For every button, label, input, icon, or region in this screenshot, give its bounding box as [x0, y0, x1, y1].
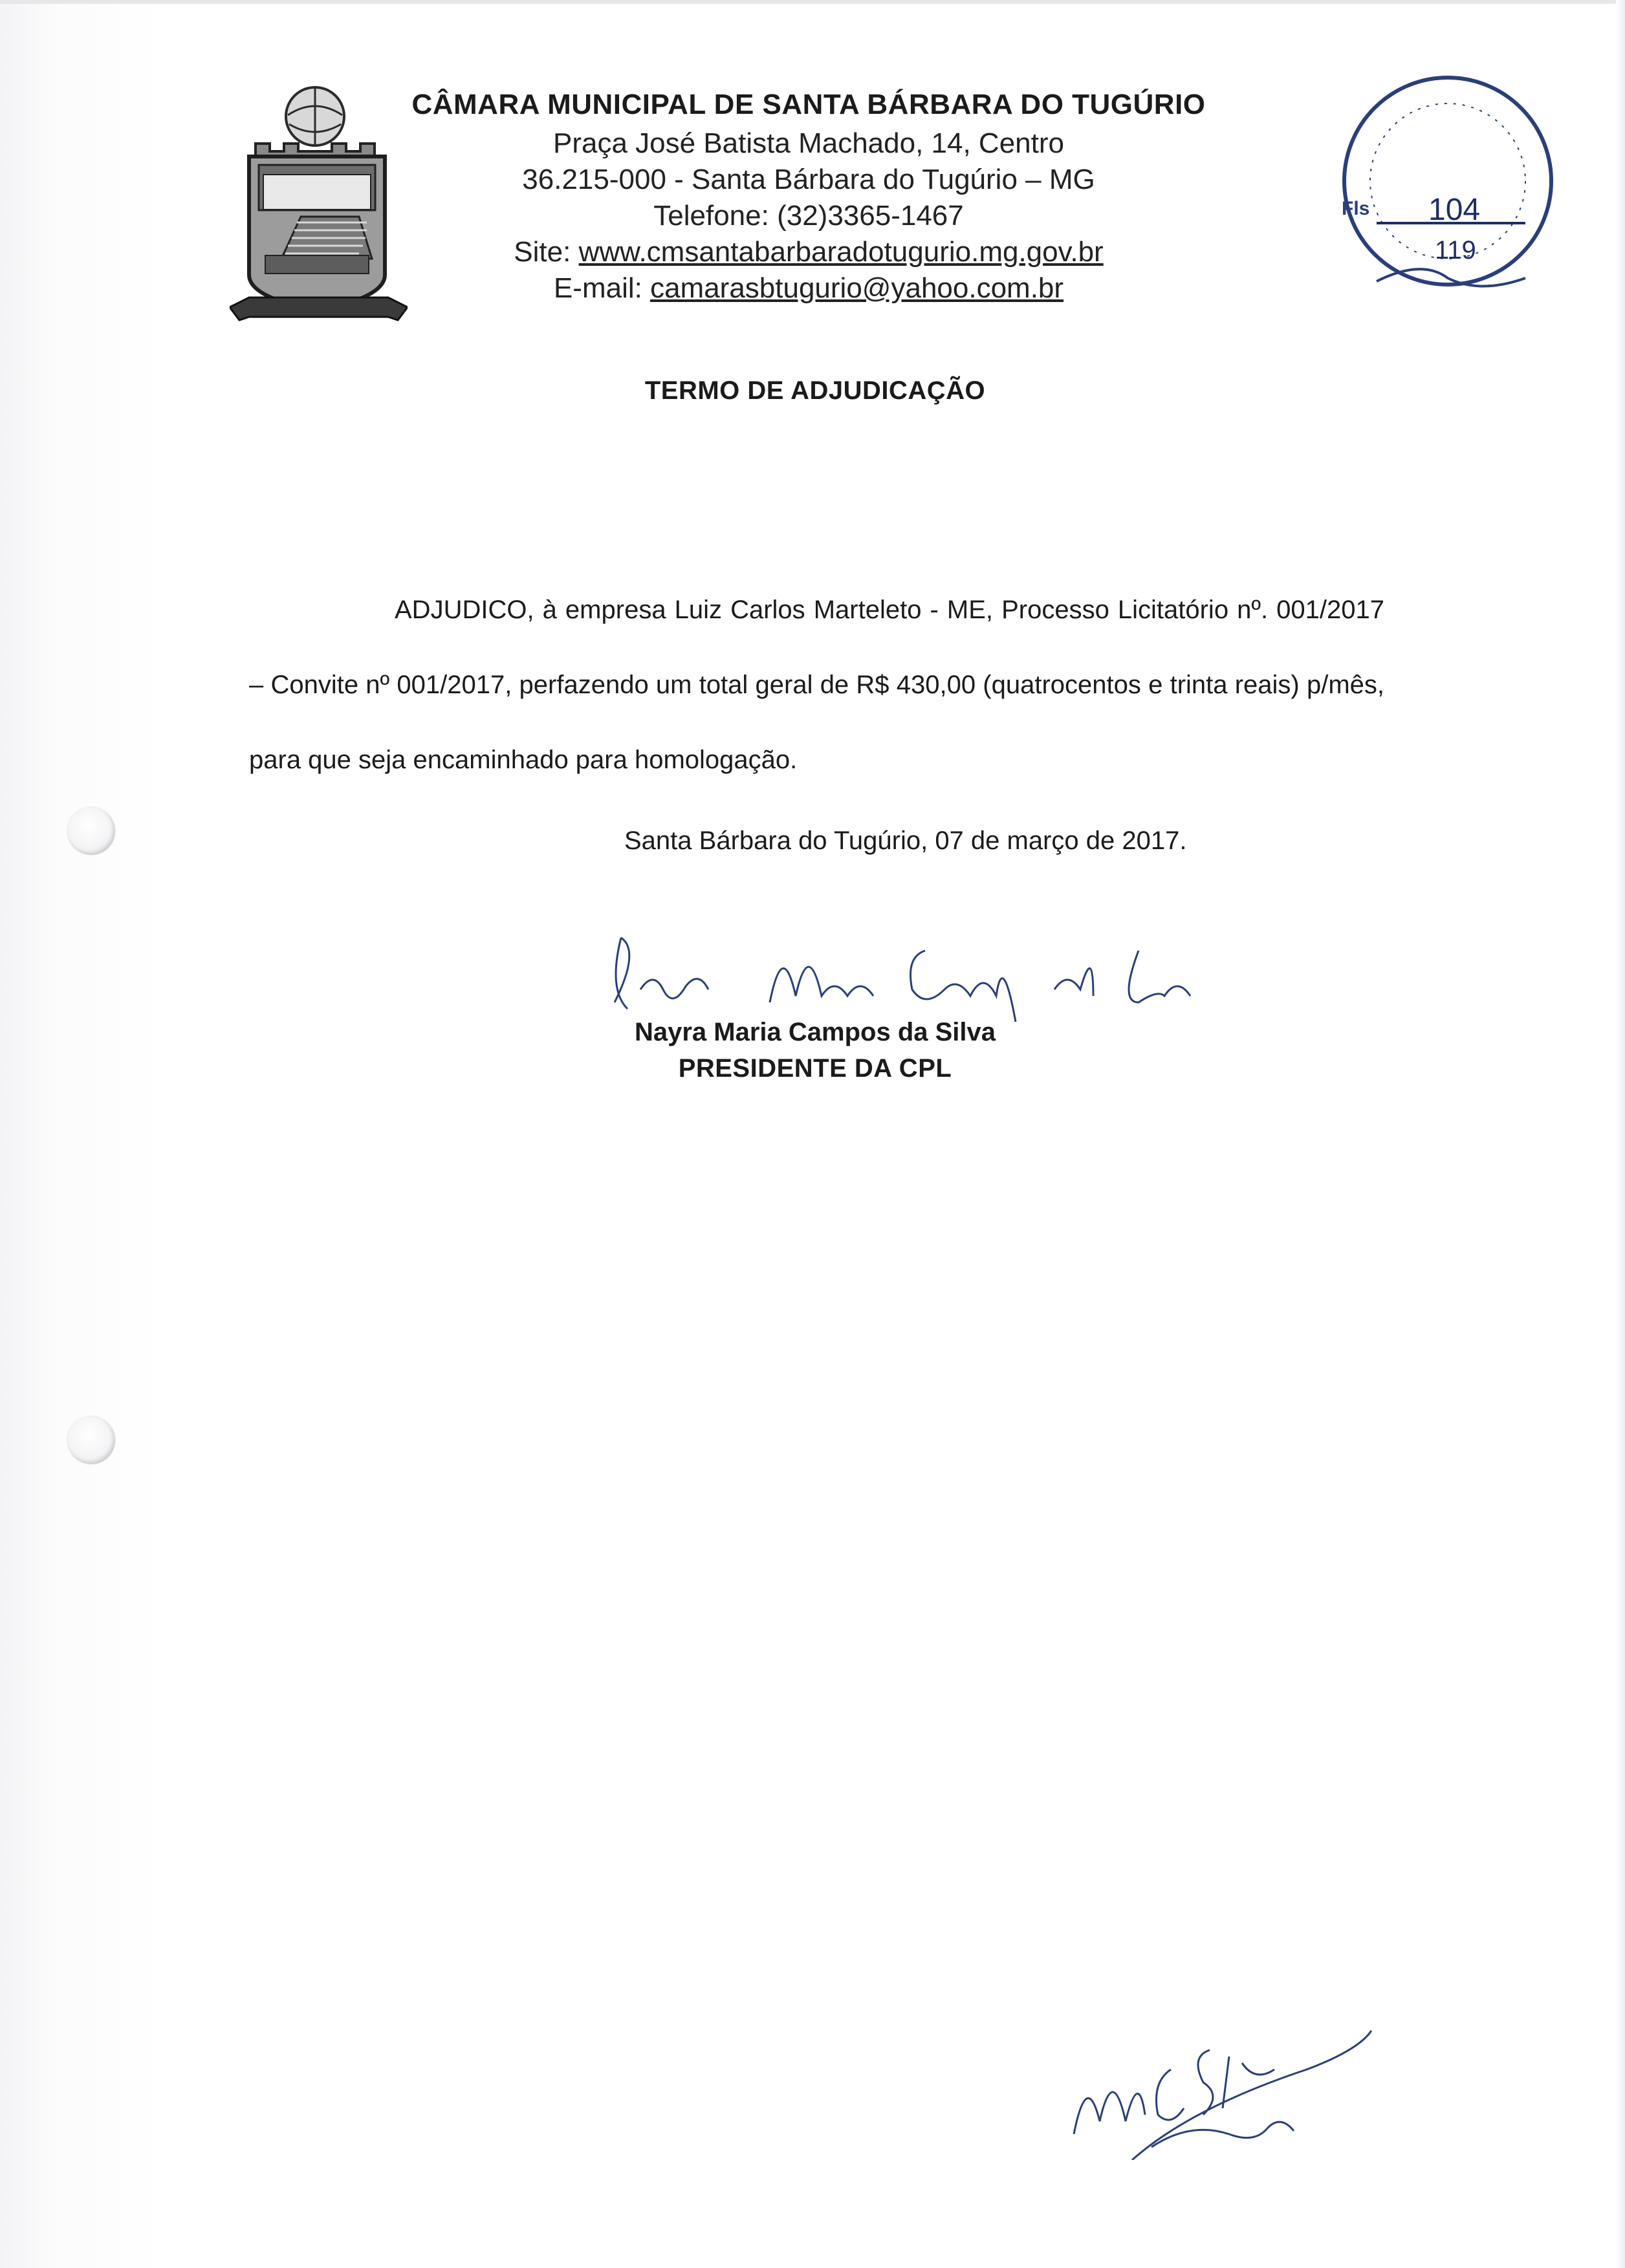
paragraph-text: ADJUDICO, à empresa Luiz Carlos Marteleto - ME, Processo Licitatório nº. 001/2017 – Convite nº 001/2017, perfazendo um total geral de R$ 430,00 (quatrocentos e trinta reais) p/mês, para que seja encaminhado para homologação.	[249, 596, 1384, 774]
email-label: E-mail:	[553, 272, 651, 304]
punch-hole-top	[67, 807, 115, 855]
signatory-name: Nayra Maria Campos da Silva	[634, 1018, 996, 1046]
stamp-number-top: 104	[1428, 193, 1481, 227]
paper-right-edge	[1616, 0, 1625, 2268]
address-line: Praça José Batista Machado, 14, Centro	[553, 127, 1064, 159]
signatory-block	[615, 1014, 1016, 1086]
site-line	[362, 234, 1255, 270]
site-link[interactable]: www.cmsantabarbaradotugurio.mg.gov.br	[578, 236, 1104, 268]
adjudication-paragraph	[249, 572, 1384, 797]
handwritten-signature	[602, 925, 1210, 1022]
site-label: Site:	[514, 236, 579, 268]
handwritten-initials	[1061, 1992, 1384, 2160]
phone-line: Telefone: (32)3365-1467	[653, 200, 964, 232]
postal-line: 36.215-000 - Santa Bárbara do Tugúrio – MG	[522, 164, 1095, 195]
stamp-fls-label: Fls	[1342, 198, 1370, 219]
paper-top-edge	[0, 0, 1625, 4]
signatory-role: PRESIDENTE DA CPL	[678, 1054, 952, 1083]
place-and-date: Santa Bárbara do Tugúrio, 07 de março de 2017.	[624, 826, 1187, 855]
document-title: TERMO DE ADJUDICAÇÃO	[644, 376, 986, 405]
stamp-number-bottom: 119	[1435, 236, 1476, 265]
email-line	[362, 270, 1255, 307]
page-numbering-stamp	[1331, 65, 1564, 297]
punch-hole-bottom	[67, 1416, 115, 1464]
letterhead	[362, 84, 1255, 307]
email-link[interactable]: camarasbtugurio@yahoo.com.br	[650, 272, 1064, 304]
institution-name: CÂMARA MUNICIPAL DE SANTA BÁRBARA DO TUGÚRIO	[411, 89, 1206, 120]
